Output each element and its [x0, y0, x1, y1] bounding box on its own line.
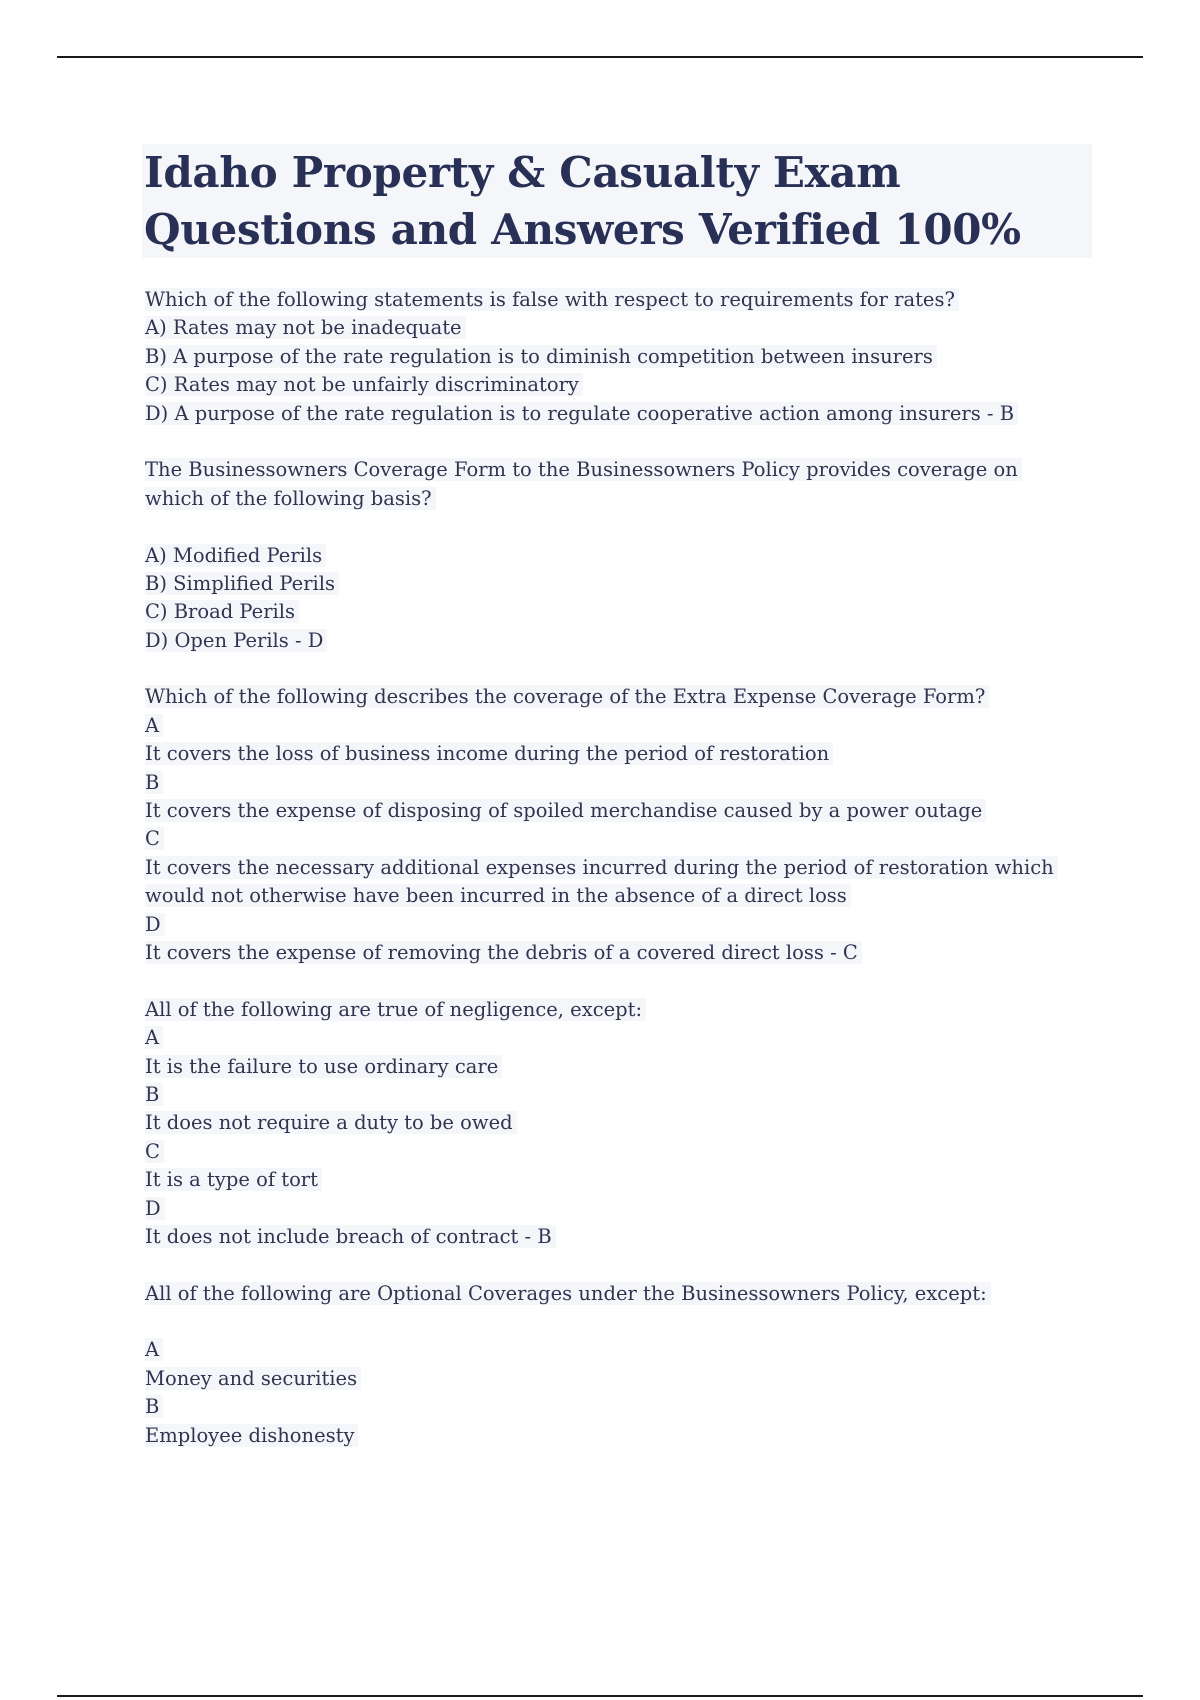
line-text: It does not require a duty to be owed	[145, 1111, 517, 1134]
line-text: Employee dishonesty	[145, 1424, 358, 1447]
question-line	[145, 513, 1095, 541]
line-text: B) A purpose of the rate regulation is to diminish competition between insurers	[145, 345, 937, 368]
line-text: D) Open Perils - D	[145, 629, 327, 652]
line-text: would not otherwise have been incurred in the absence of a direct loss	[145, 884, 851, 907]
title-block	[142, 144, 1092, 258]
question-line	[145, 314, 1095, 342]
line-text: C	[145, 827, 164, 850]
line-text: B	[145, 1083, 163, 1106]
line-text: All of the following are true of negligence, except:	[145, 998, 646, 1021]
line-text: It covers the expense of removing the debris of a covered direct loss - C	[145, 941, 862, 964]
header-rule	[57, 56, 1143, 58]
question-line	[145, 1109, 1095, 1137]
line-text: It is a type of tort	[145, 1168, 322, 1191]
question-text	[145, 996, 1095, 1024]
question-line	[145, 1195, 1095, 1223]
line-text: It covers the loss of business income during the period of restoration	[145, 742, 833, 765]
question-line	[145, 939, 1095, 967]
question-line	[145, 542, 1095, 570]
question-line	[145, 1393, 1095, 1421]
question-line	[145, 343, 1095, 371]
question-line	[145, 1365, 1095, 1393]
question-line	[145, 911, 1095, 939]
question-line	[145, 598, 1095, 626]
question-line	[145, 1081, 1095, 1109]
question-text	[145, 1280, 1095, 1308]
question-line	[145, 769, 1095, 797]
question-text	[145, 286, 1095, 314]
line-text: The Businessowners Coverage Form to the Businessowners Policy provides coverage on	[145, 458, 1022, 481]
line-text: C	[145, 1140, 164, 1163]
question-line	[145, 825, 1095, 853]
question-line	[145, 1053, 1095, 1081]
question-line	[145, 1422, 1095, 1450]
line-text: A	[145, 1338, 163, 1361]
line-text: A	[145, 1026, 163, 1049]
question-line	[145, 371, 1095, 399]
question-line	[145, 712, 1095, 740]
line-text: C) Rates may not be unfairly discriminatory	[145, 373, 583, 396]
line-text: D) A purpose of the rate regulation is to regulate cooperative action among insurers - B	[145, 402, 1018, 425]
page-title-line-2: Questions and Answers Verified 100%	[144, 205, 1021, 254]
question-line	[145, 570, 1095, 598]
line-text: B) Simplified Perils	[145, 572, 339, 595]
question-spacer	[145, 967, 1095, 995]
line-text: Which of the following describes the coverage of the Extra Expense Coverage Form?	[145, 685, 989, 708]
line-text: It covers the necessary additional expenses incurred during the period of restoration which	[145, 856, 1058, 879]
footer-rule	[57, 1695, 1143, 1697]
line-text: D	[145, 1197, 165, 1220]
question-line	[145, 1336, 1095, 1364]
question-line	[145, 740, 1095, 768]
question-spacer	[145, 1251, 1095, 1279]
question-block	[145, 996, 1095, 1252]
question-block	[145, 286, 1095, 428]
question-text	[145, 456, 1095, 484]
line-text: A	[145, 714, 163, 737]
line-text: B	[145, 771, 163, 794]
page-title	[142, 144, 1092, 258]
line-text: which of the following basis?	[145, 487, 436, 510]
line-text: It does not include breach of contract - B	[145, 1225, 556, 1248]
line-text: A) Modified Perils	[145, 544, 326, 567]
question-list	[145, 286, 1095, 1450]
line-text: B	[145, 1395, 163, 1418]
question-line	[145, 797, 1095, 825]
question-line	[145, 1223, 1095, 1251]
question-block	[145, 1280, 1095, 1450]
line-text: It covers the expense of disposing of spoiled merchandise caused by a power outage	[145, 799, 986, 822]
question-line	[145, 882, 1095, 910]
question-line	[145, 1308, 1095, 1336]
question-line	[145, 854, 1095, 882]
question-spacer	[145, 655, 1095, 683]
line-text: All of the following are Optional Coverages under the Businessowners Policy, except:	[145, 1282, 991, 1305]
question-line	[145, 627, 1095, 655]
question-block	[145, 456, 1095, 655]
line-text: D	[145, 913, 165, 936]
question-block	[145, 683, 1095, 967]
line-text: Which of the following statements is false with respect to requirements for rates?	[145, 288, 959, 311]
line-text: A) Rates may not be inadequate	[145, 316, 466, 339]
line-text: It is the failure to use ordinary care	[145, 1055, 502, 1078]
question-line	[145, 1138, 1095, 1166]
question-spacer	[145, 428, 1095, 456]
line-text: Money and securities	[145, 1367, 361, 1390]
question-text	[145, 683, 1095, 711]
line-text: C) Broad Perils	[145, 600, 299, 623]
question-line	[145, 1024, 1095, 1052]
question-line	[145, 1166, 1095, 1194]
question-line	[145, 485, 1095, 513]
page-title-line-1: Idaho Property & Casualty Exam	[144, 148, 901, 197]
question-line	[145, 400, 1095, 428]
